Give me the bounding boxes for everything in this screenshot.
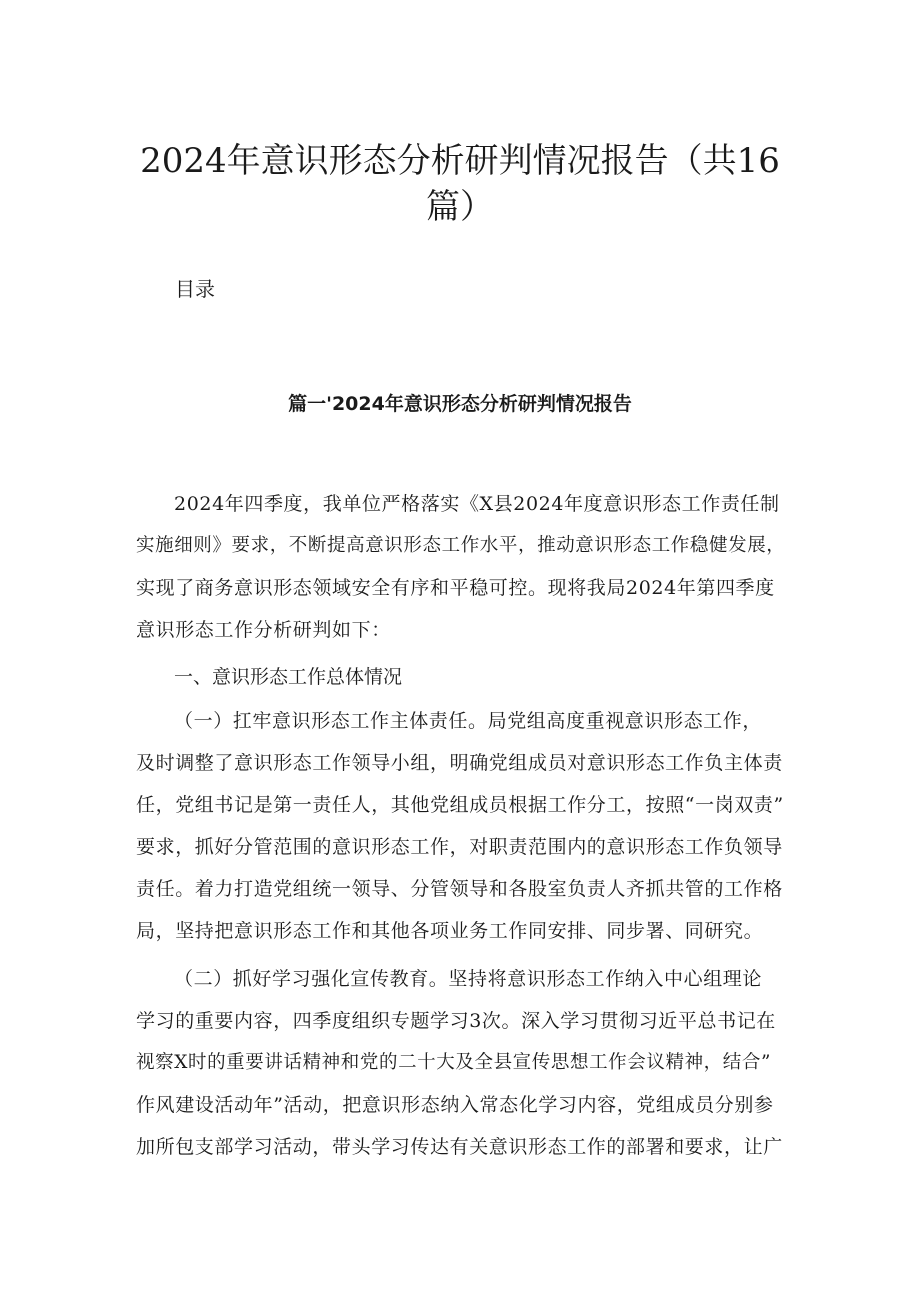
paragraph-responsibility [136,700,786,952]
subheading-container [136,656,786,698]
paragraph-line: 及时调整了意识形态工作领导小组，明确党组成员对意识形态工作负主体责 [136,752,783,774]
paragraph-line: 要求，抓好分管范围的意识形态工作，对职责范围内的意识形态工作负领导 [136,836,783,858]
paragraph-line: 意识形态工作分析研判如下： [136,619,391,641]
paragraph-line: 2024年四季度，我单位严格落实《X县2024年度意识形态工作责任制 [174,493,780,515]
table-of-contents-label: 目录 [175,277,215,301]
paragraph-line: 学习的重要内容，四季度组织专题学习3次。深入学习贯彻习近平总书记在 [136,1010,776,1032]
paragraph-line: 任，党组书记是第一责任人，其他党组成员根据工作分工，按照“一岗双责” [136,794,784,816]
paragraph-intro [136,483,786,651]
paragraph-line: 作风建设活动年”活动，把意识形态纳入常态化学习内容，党组成员分别参 [136,1094,774,1116]
paragraph-line: 实现了商务意识形态领域安全有序和平稳可控。现将我局2024年第四季度 [136,577,775,599]
subheading-overall-situation: 一、意识形态工作总体情况 [174,666,403,688]
paragraph-line: 加所包支部学习活动，带头学习传达有关意识形态工作的部署和要求，让广 [136,1136,783,1158]
document-title-line-2: 篇） [426,187,494,227]
paragraph-line: 责任。着力打造党组统一领导、分管领导和各股室负责人齐抓共管的工作格 [136,878,783,900]
document-title-line-1: 2024年意识形态分析研判情况报告（共16 [140,141,780,181]
paragraph-study-education [136,958,786,1168]
paragraph-line: （一）扛牢意识形态工作主体责任。局党组高度重视意识形态工作， [174,710,763,732]
paragraph-line: 局，坚持把意识形态工作和其他各项业务工作同安排、同步署、同研究。 [136,920,764,942]
paragraph-line: 视察X时的重要讲话精神和党的二十大及全县宣传思想工作会议精神，结合” [136,1052,772,1073]
document-title [130,138,790,230]
section-heading: 篇一'2024年意识形态分析研判情况报告 [288,393,632,415]
paragraph-line: 实施细则》要求，不断提高意识形态工作水平，推动意识形态工作稳健发展， [136,535,786,556]
paragraph-line: （二）抓好学习强化宣传教育。坚持将意识形态工作纳入中心组理论 [174,968,763,990]
